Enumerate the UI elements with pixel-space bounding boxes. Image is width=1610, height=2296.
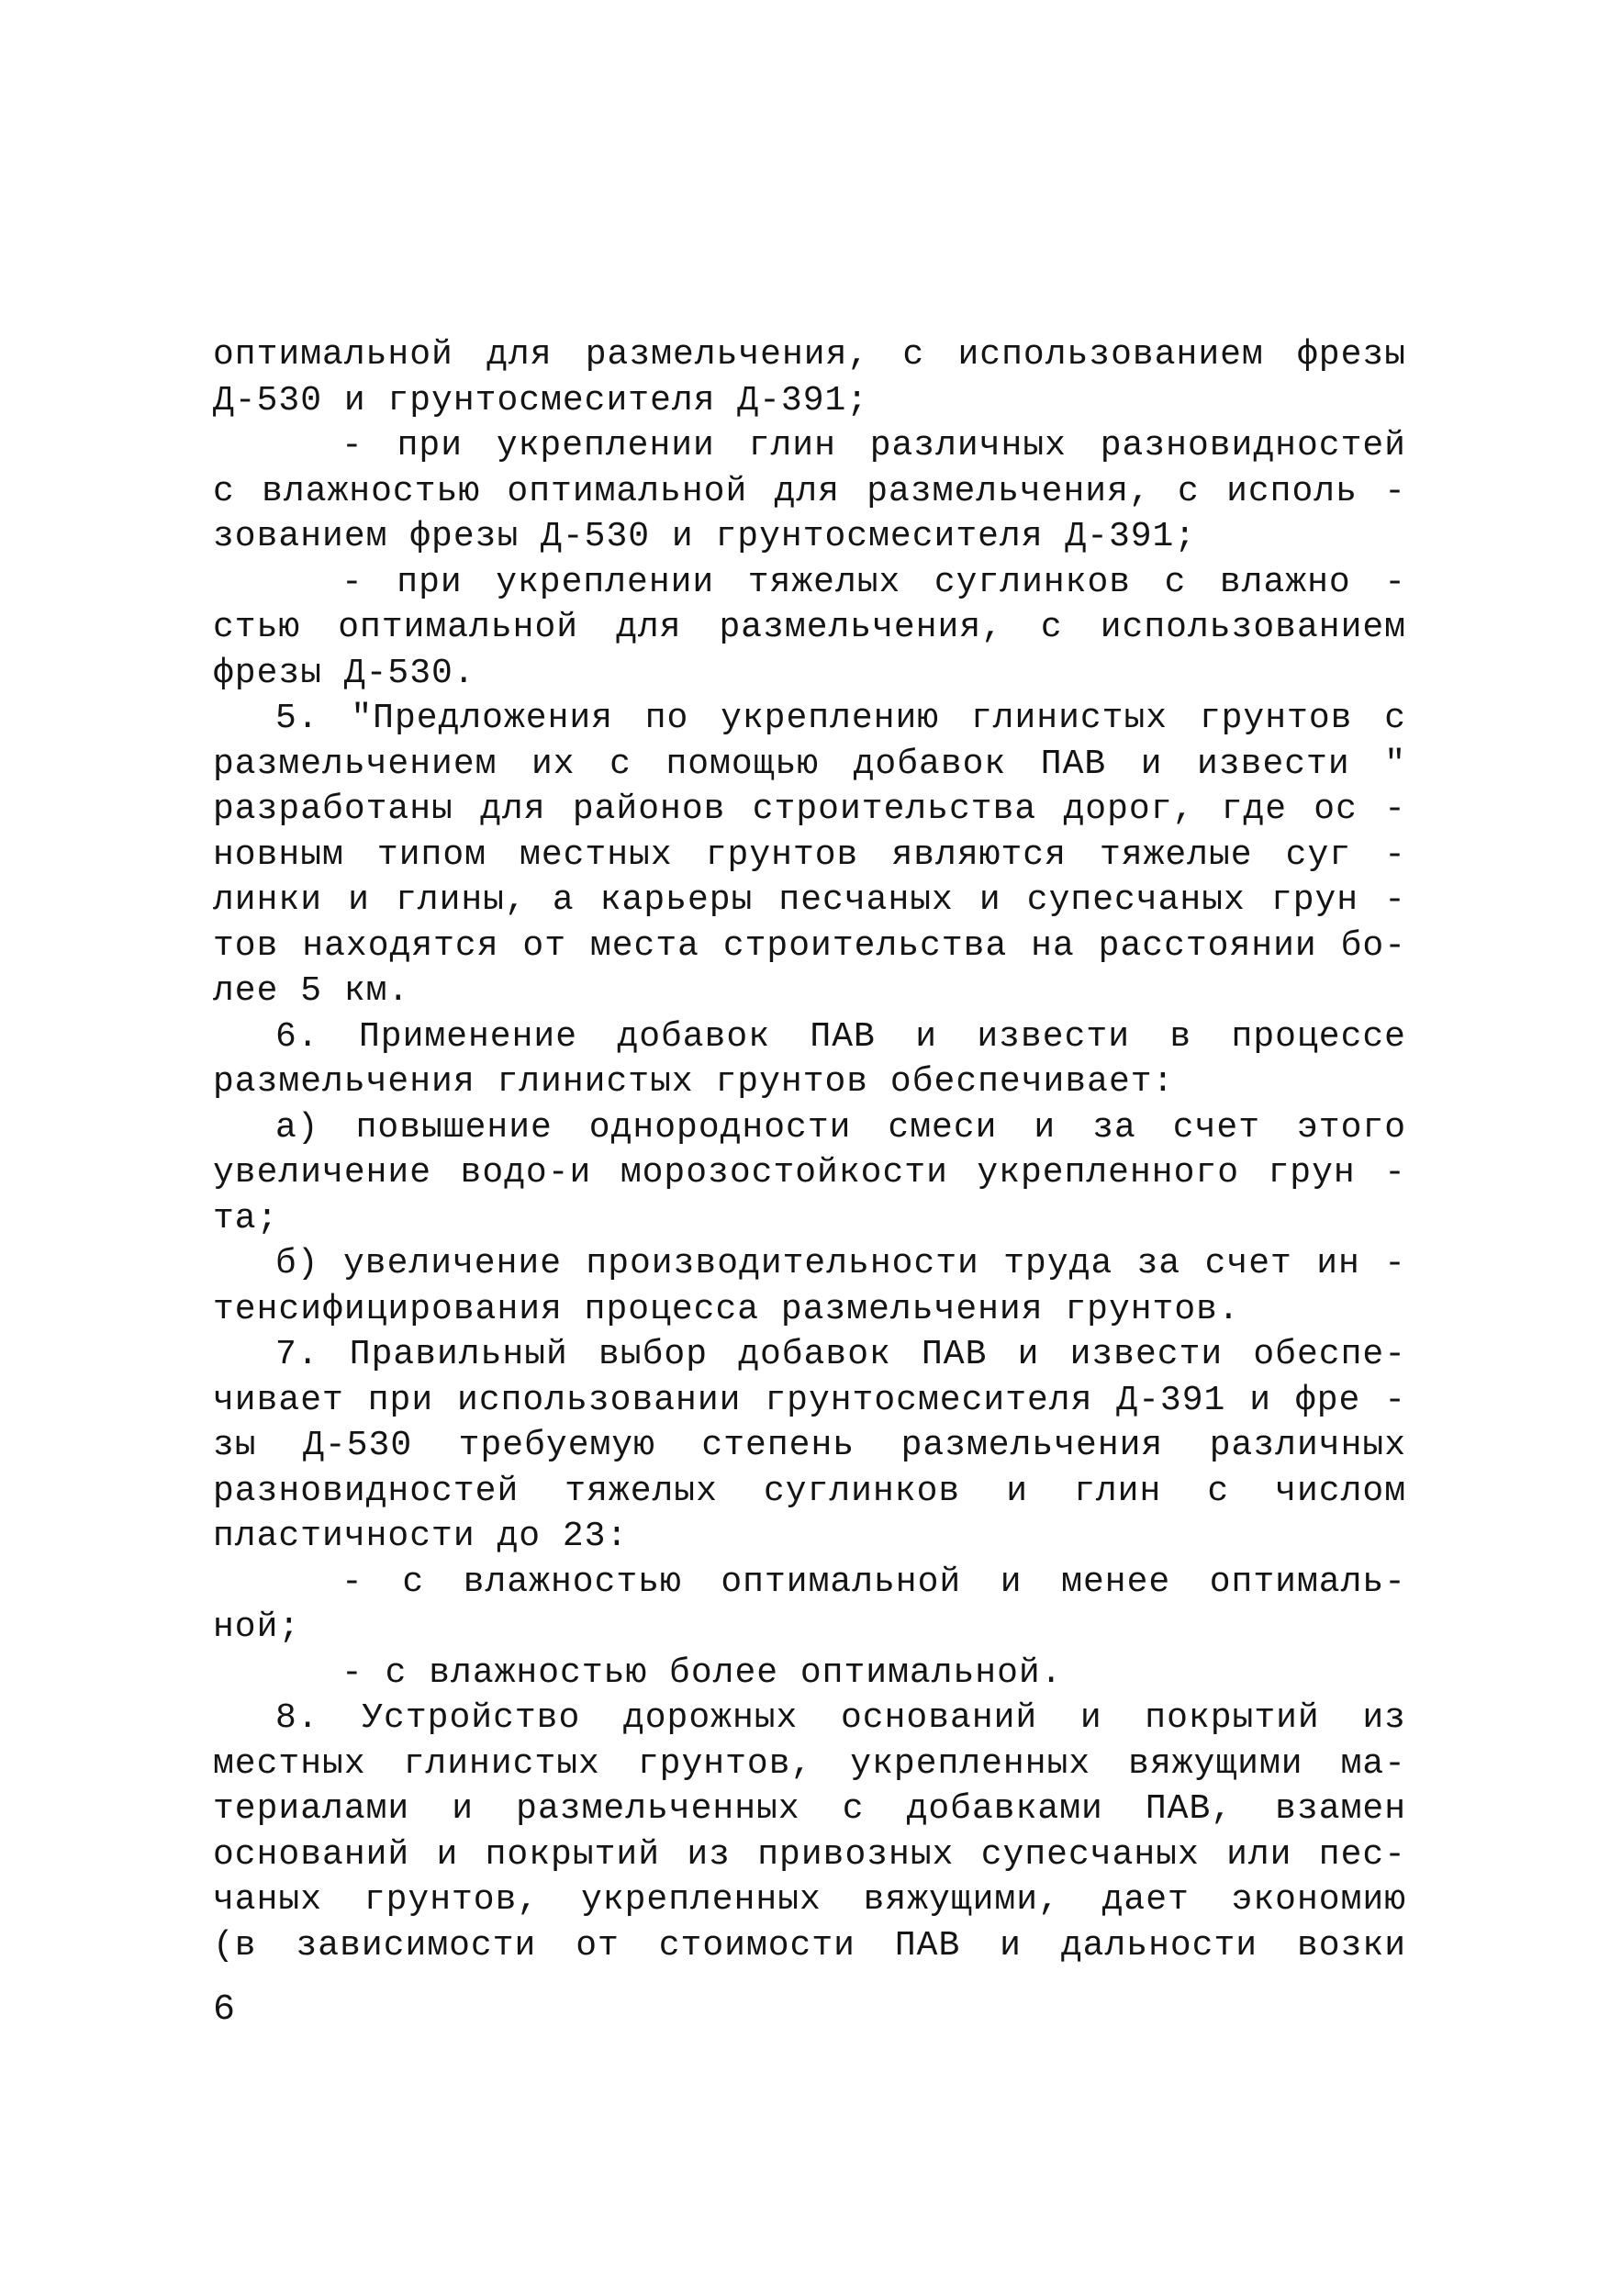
text-line: - при укреплении тяжелых суглинков с влажно -	[341, 562, 1406, 602]
text-line: стью оптимальной для размельчения, с использованием	[213, 608, 1406, 647]
text-line: зованием фрезы Д-530 и грунтосмесителя Д-391;	[213, 517, 1197, 556]
text-line: а) повышение однородности смеси и за счет этого	[275, 1107, 1406, 1148]
text-line: фрезы Д-530.	[213, 653, 475, 693]
text-line: местных глинистых грунтов, укрепленных вяжущими ма-	[213, 1743, 1406, 1784]
text-line: увеличение водо-и морозостойкости укрепленного грун -	[213, 1153, 1406, 1193]
text-line: разновидностей тяжелых суглинков и глин с числом	[213, 1471, 1406, 1511]
text-line: разработаны для районов строительства дорог, где ос -	[213, 790, 1406, 829]
text-line: линки и глины, а карьеры песчаных и супесчаных грун -	[213, 880, 1406, 920]
text-line: тов находятся от места строительства на расстоянии бо-	[213, 925, 1406, 966]
text-line: оснований и покрытий из привозных супесчаных или пес-	[213, 1834, 1406, 1875]
text-line: тенсифицирования процесса размельчения грунтов.	[213, 1289, 1240, 1329]
text-line: размельчением их с помощью добавок ПАВ и извести ″	[213, 744, 1406, 784]
text-line: размельчения глинистых грунтов обеспечивает:	[213, 1062, 1175, 1102]
text-line: пластичности до 23:	[213, 1517, 629, 1556]
text-line: лее 5 км.	[213, 971, 410, 1011]
text-line: с влажностью оптимальной для размельчения, с исполь -	[213, 471, 1406, 511]
text-line: чивает при использовании грунтосмесителя Д-391 и фре -	[213, 1380, 1406, 1420]
text-line: оптимальной для размельчения, с использованием фрезы	[213, 335, 1406, 375]
text-line: териалами и размельченных с добавками ПАВ, взамен	[213, 1789, 1406, 1829]
text-line: Д-530 и грунтосмесителя Д-391;	[213, 380, 869, 420]
text-line: - с влажностью оптимальной и менее оптималь-	[341, 1562, 1406, 1602]
text-line: - при укреплении глин различных разновидностей	[341, 426, 1406, 465]
text-line: (в зависимости от стоимости ПАВ и дальности возки	[213, 1925, 1406, 1966]
text-line: чаных грунтов, укрепленных вяжущими, дает экономию	[213, 1880, 1406, 1920]
text-line: - с влажностью более оптимальной.	[341, 1652, 1063, 1693]
text-line: зы Д-530 требуемую степень размельчения различных	[213, 1426, 1406, 1465]
text-line: 6. Применение добавок ПАВ и извести в процессе	[275, 1016, 1406, 1057]
text-line: та;	[213, 1198, 279, 1238]
text-line: 5. ″Предложения по укреплению глинистых грунтов с	[275, 699, 1406, 738]
body-text	[213, 332, 1406, 1968]
text-line: новным типом местных грунтов являются тяжелые суг -	[213, 834, 1406, 875]
text-line: ной;	[213, 1607, 301, 1647]
text-line: 7. Правильный выбор добавок ПАВ и извести обеспе-	[275, 1335, 1406, 1374]
text-line: 8. Устройство дорожных оснований и покрытий из	[275, 1698, 1406, 1738]
page-number: 6	[213, 1989, 236, 2031]
text-line: б) увеличение производительности труда за счет ин -	[275, 1244, 1406, 1283]
